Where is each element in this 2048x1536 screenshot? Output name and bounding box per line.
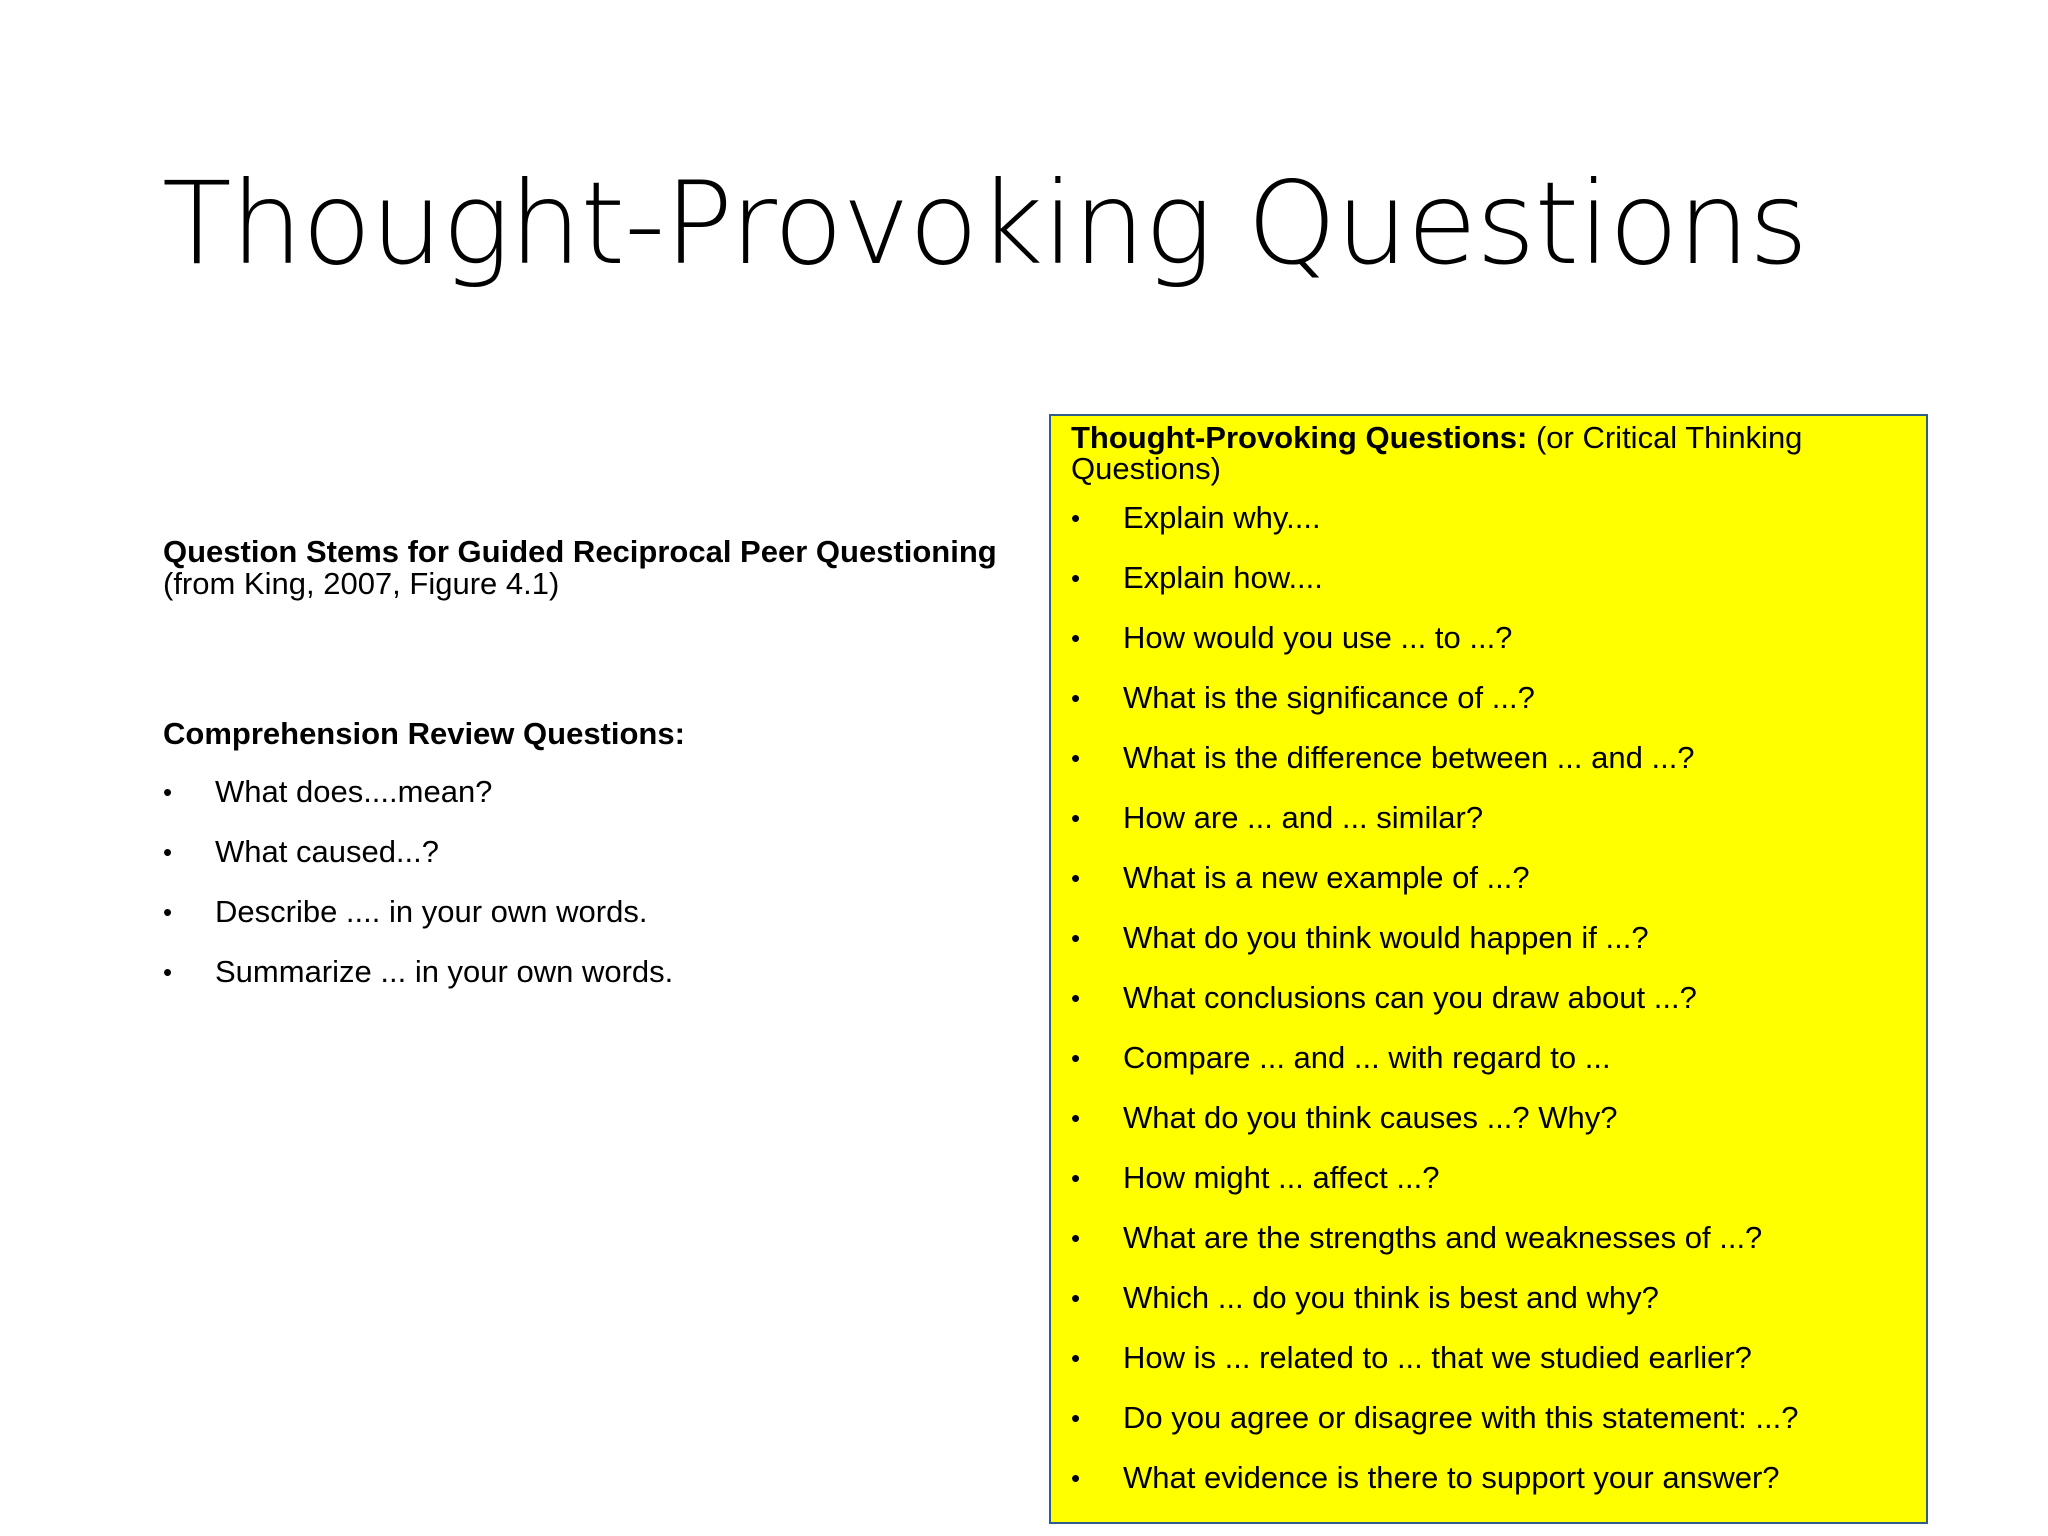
list-item-text: How might ... affect ...? bbox=[1123, 1160, 1440, 1195]
list-item bbox=[1071, 1036, 1906, 1080]
bullet-icon: • bbox=[1071, 503, 1081, 533]
bullet-icon: • bbox=[1071, 803, 1081, 833]
list-item-text: What caused...? bbox=[215, 834, 440, 869]
list-item-text: Do you agree or disagree with this statement: ...? bbox=[1123, 1400, 1799, 1435]
bullet-icon: • bbox=[1071, 1223, 1081, 1253]
thought-provoking-question-list bbox=[1071, 496, 1906, 1500]
list-item bbox=[1071, 1156, 1906, 1200]
list-item bbox=[1071, 616, 1906, 660]
list-item-text: What does....mean? bbox=[215, 774, 493, 809]
box-heading-rest: (or Critical Thinking Questions) bbox=[1071, 420, 1803, 486]
list-item bbox=[1071, 1336, 1906, 1380]
question-stems-heading bbox=[163, 536, 1023, 600]
list-item bbox=[1071, 856, 1906, 900]
bullet-icon: • bbox=[1071, 863, 1081, 893]
bullet-icon: • bbox=[1071, 1043, 1081, 1073]
bullet-icon: • bbox=[1071, 683, 1081, 713]
list-item-text: What is a new example of ...? bbox=[1123, 860, 1530, 895]
bullet-icon: • bbox=[1071, 1283, 1081, 1313]
list-item bbox=[1071, 736, 1906, 780]
list-item bbox=[1071, 916, 1906, 960]
list-item-text: How would you use ... to ...? bbox=[1123, 620, 1513, 655]
list-item bbox=[1071, 1276, 1906, 1320]
list-item bbox=[1071, 796, 1906, 840]
list-item-text: Explain how.... bbox=[1123, 560, 1323, 595]
list-item-text: Which ... do you think is best and why? bbox=[1123, 1280, 1659, 1315]
bullet-icon: • bbox=[163, 957, 173, 987]
list-item-text: Compare ... and ... with regard to ... bbox=[1123, 1040, 1611, 1075]
list-item-text: How is ... related to ... that we studied earlier? bbox=[1123, 1340, 1752, 1375]
comprehension-question-list bbox=[163, 770, 1023, 994]
left-column bbox=[163, 536, 1023, 1010]
list-item bbox=[163, 950, 1023, 994]
comprehension-review-heading: Comprehension Review Questions: bbox=[163, 716, 685, 751]
bullet-icon: • bbox=[1071, 1163, 1081, 1193]
box-heading-bold: Thought-Provoking Questions: bbox=[1071, 420, 1528, 455]
bullet-icon: • bbox=[163, 777, 173, 807]
list-item bbox=[1071, 1396, 1906, 1440]
list-item-text: What is the significance of ...? bbox=[1123, 680, 1535, 715]
list-item-text: What do you think causes ...? Why? bbox=[1123, 1100, 1618, 1135]
question-stems-heading-source: (from King, 2007, Figure 4.1) bbox=[163, 566, 560, 601]
list-item-text: What is the difference between ... and ...? bbox=[1123, 740, 1695, 775]
list-item bbox=[1071, 496, 1906, 540]
question-stems-heading-bold: Question Stems for Guided Reciprocal Peer Questioning bbox=[163, 534, 997, 569]
bullet-icon: • bbox=[1071, 1343, 1081, 1373]
bullet-icon: • bbox=[1071, 923, 1081, 953]
list-item-text: What do you think would happen if ...? bbox=[1123, 920, 1649, 955]
bullet-icon: • bbox=[1071, 1463, 1081, 1493]
thought-provoking-questions-box bbox=[1049, 414, 1928, 1524]
bullet-icon: • bbox=[1071, 743, 1081, 773]
list-item bbox=[163, 890, 1023, 934]
bullet-icon: • bbox=[1071, 563, 1081, 593]
list-item-text: Describe .... in your own words. bbox=[215, 894, 648, 929]
list-item bbox=[163, 830, 1023, 874]
list-item-text: What evidence is there to support your answer? bbox=[1123, 1460, 1780, 1495]
list-item-text: How are ... and ... similar? bbox=[1123, 800, 1484, 835]
list-item bbox=[1071, 1216, 1906, 1260]
list-item bbox=[1071, 976, 1906, 1020]
list-item-text: Explain why.... bbox=[1123, 500, 1321, 535]
list-item-text: What are the strengths and weaknesses of ...? bbox=[1123, 1220, 1763, 1255]
bullet-icon: • bbox=[163, 897, 173, 927]
list-item-text: What conclusions can you draw about ...? bbox=[1123, 980, 1697, 1015]
bullet-icon: • bbox=[1071, 983, 1081, 1013]
bullet-icon: • bbox=[1071, 623, 1081, 653]
list-item bbox=[1071, 1456, 1906, 1500]
list-item-text: Summarize ... in your own words. bbox=[215, 954, 674, 989]
slide-title: Thought-Provoking Questions bbox=[162, 157, 1808, 290]
list-item bbox=[163, 770, 1023, 814]
bullet-icon: • bbox=[1071, 1103, 1081, 1133]
list-item bbox=[1071, 676, 1906, 720]
bullet-icon: • bbox=[163, 837, 173, 867]
list-item bbox=[1071, 1096, 1906, 1140]
box-heading bbox=[1071, 422, 1906, 484]
bullet-icon: • bbox=[1071, 1403, 1081, 1433]
list-item bbox=[1071, 556, 1906, 600]
